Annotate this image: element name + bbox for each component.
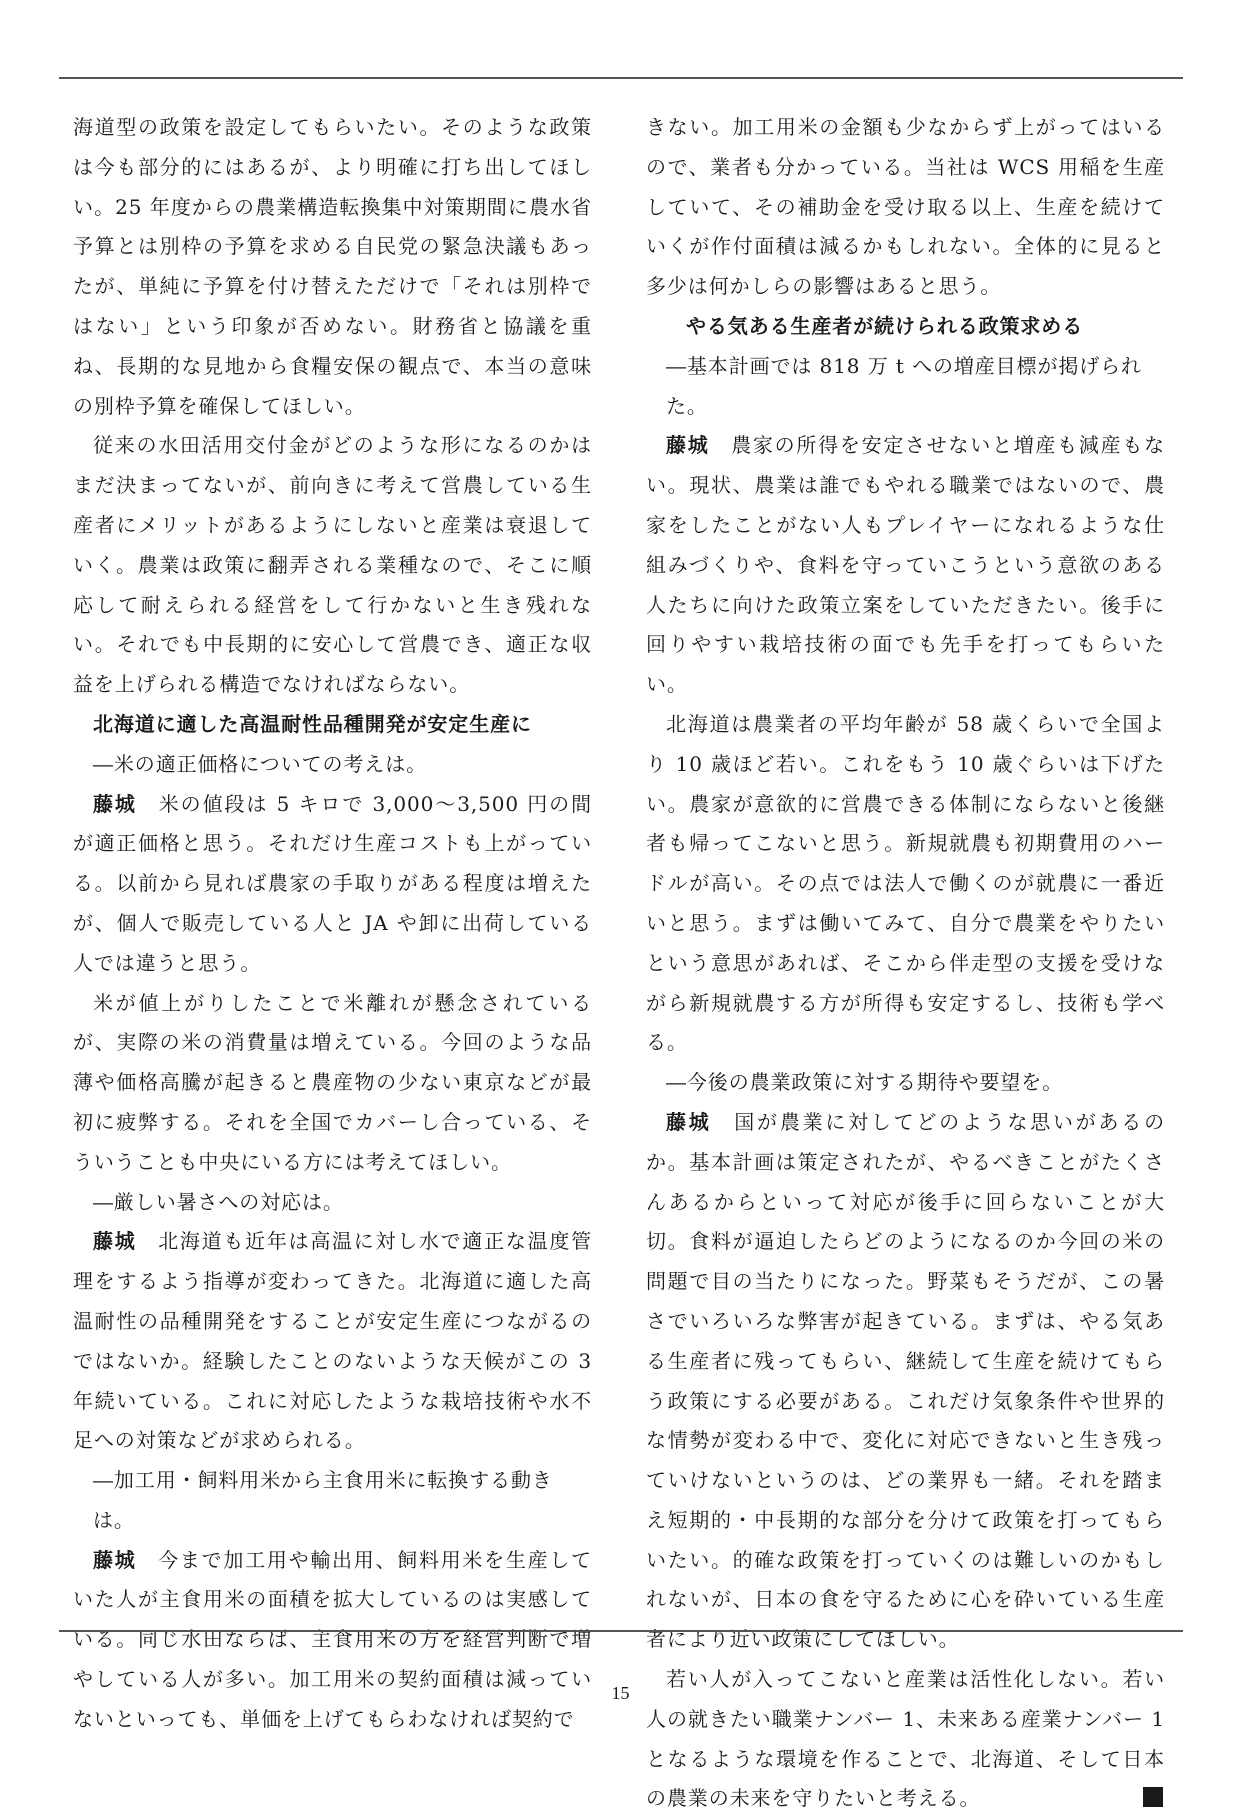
- interview-answer: [73, 1222, 592, 1461]
- paragraph: 米が値上がりしたことで米離れが懸念されているが、実際の米の消費量は増えている。今回のような品薄や価格高騰が起きると農産物の少ない東京などが最初に疲弊する。それを全国でカバーし合っている、そういうことも中央にいる方には考えてほしい。: [73, 990, 592, 1174]
- interview-question: ―米の適正価格についての考えは。: [93, 751, 427, 776]
- interview-answer: [646, 426, 1165, 705]
- interview-answer: [646, 1103, 1165, 1660]
- answer-text: 北海道も近年は高温に対し水で適正な温度管理をするよう指導が変わってきた。北海道に適した高温耐性の品種開発をすることが安定生産につながるのではないか。経験したことのないような天候がこの 3 年続いている。これに対応したような栽培技術や水不足への対策などが求められる。: [73, 1229, 592, 1453]
- bottom-rule: [59, 1630, 1183, 1632]
- interview-question: ―基本計画では 818 万 t への増産目標が掲げられた。: [666, 353, 1142, 418]
- speaker-name: 藤城: [666, 1109, 712, 1134]
- speaker-name: 藤城: [666, 433, 710, 458]
- left-column: [73, 108, 592, 1740]
- interview-question: ―加工用・飼料用米から主食用米に転換する動きは。: [93, 1468, 553, 1532]
- closing-text: 若い人が入ってこないと産業は活性化しない。若い人の就きたい職業ナンバー 1、未来ある産業ナンバー 1 となるような環境を作ることで、北海道、そして日本の農業の未来を守りたいと考える。: [646, 1667, 1165, 1811]
- section-heading: やる気ある生産者が続けられる政策求める: [686, 313, 1084, 338]
- paragraph: 従来の水田活用交付金がどのような形になるのかはまだ決まってないが、前向きに考えて営農している生産者にメリットがあるようにしないと産業は衰退していく。農業は政策に翻弄される業種なので、そこに順応して耐えられる経営をして行かないと生き残れない。それでも中長期的に安心して営農でき、適正な収益を上げられる構造でなければならない。: [73, 433, 592, 697]
- answer-text: 国が農業に対してどのような思いがあるのか。基本計画は策定されたが、やるべきことがたくさんあるからといって対応が後手に回らないことが大切。食料が逼迫したらどのようになるのか今回の米の問題で目の当たりになった。野菜もそうだが、この暑さでいろいろな弊害が起きている。まずは、やる気ある生産者に残ってもらい、継続して生産を続けてもらう政策にする必要がある。これだけ気象条件や世界的な情勢が変わる中で、変化に対応できないと生き残っていけないというのは、どの業界も一緒。それを踏まえ短期的・中長期的な部分を分けて政策を打ってもらいたい。的確な政策を打っていくのは難しいのかもしれないが、日本の食を守るために心を砕いている生産者により近い政策にしてほしい。: [646, 1109, 1165, 1652]
- interview-question: ―今後の農業政策に対する期待や要望を。: [666, 1070, 1064, 1095]
- section-heading: 北海道に適した高温耐性品種開発が安定生産に: [93, 711, 532, 736]
- paragraph: きない。加工用米の金額も少なからず上がってはいるので、業者も分かっている。当社は WCS 用稲を生産していて、その補助金を受け取る以上、生産を続けていくが作付面積は減るかもしれない。全体的に見ると多少は何かしらの影響はあると思う。: [646, 115, 1165, 299]
- answer-text: 今まで加工用や輸出用、飼料用米を生産していた人が主食用米の面積を拡大しているのは実感している。同じ水田ならば、主食用米の方を経営判断で増やしている人が多い。加工用米の契約面積は減っていないといっても、単価を上げてもらわなければ契約で: [73, 1547, 592, 1731]
- paragraph: 海道型の政策を設定してもらいたい。そのような政策は今も部分的にはあるが、より明確に打ち出してほしい。25 年度からの農業構造転換集中対策期間に農水省予算とは別枠の予算を求める自民党の緊急決議もあったが、単純に予算を付け替えただけで「それは別枠ではない」という印象が否めない。財務省と協議を重ね、長期的な見地から食糧安保の観点で、本当の意味の別枠予算を確保してほしい。: [73, 115, 592, 418]
- answer-text: 農家の所得を安定させないと増産も減産もない。現状、農業は誰でもやれる職業ではないので、農家をしたことがない人もプレイヤーになれるような仕組みづくりや、食料を守っていこうという意欲のある人たちに向けた政策立案をしていただきたい。後手に回りやすい栽培技術の面でも先手を打ってもらいたい。: [646, 433, 1165, 697]
- speaker-name: 藤城: [93, 791, 137, 816]
- interview-question: ―厳しい暑さへの対応は。: [93, 1189, 344, 1214]
- speaker-name: 藤城: [93, 1547, 137, 1572]
- page-number: 15: [611, 1683, 630, 1703]
- interview-answer: [73, 1541, 592, 1740]
- speaker-name: 藤城: [93, 1229, 137, 1254]
- end-mark-icon: 通: [1143, 1787, 1163, 1807]
- interview-answer: [73, 785, 592, 984]
- paragraph: 北海道は農業者の平均年齢が 58 歳くらいで全国より 10 歳ほど若い。これをもう 10 歳ぐらいは下げたい。農家が意欲的に営農できる体制にならないと後継者も帰ってこないと思う。新規就農も初期費用のハードルが高い。その点では法人で働くのが就農に一番近いと思う。まずは働いてみて、自分で農業をやりたいという意思があれば、そこから伴走型の支援を受けながら新規就農する方が所得も安定するし、技術も学べる。: [646, 711, 1165, 1055]
- answer-text: 米の値段は 5 キロで 3,000〜3,500 円の間が適正価格と思う。それだけ生産コストも上がっている。以前から見れば農家の手取りがある程度は増えたが、個人で販売している人と JA や卸に出荷している人では違うと思う。: [73, 791, 592, 975]
- right-column: [646, 108, 1177, 1819]
- top-rule: [59, 77, 1183, 79]
